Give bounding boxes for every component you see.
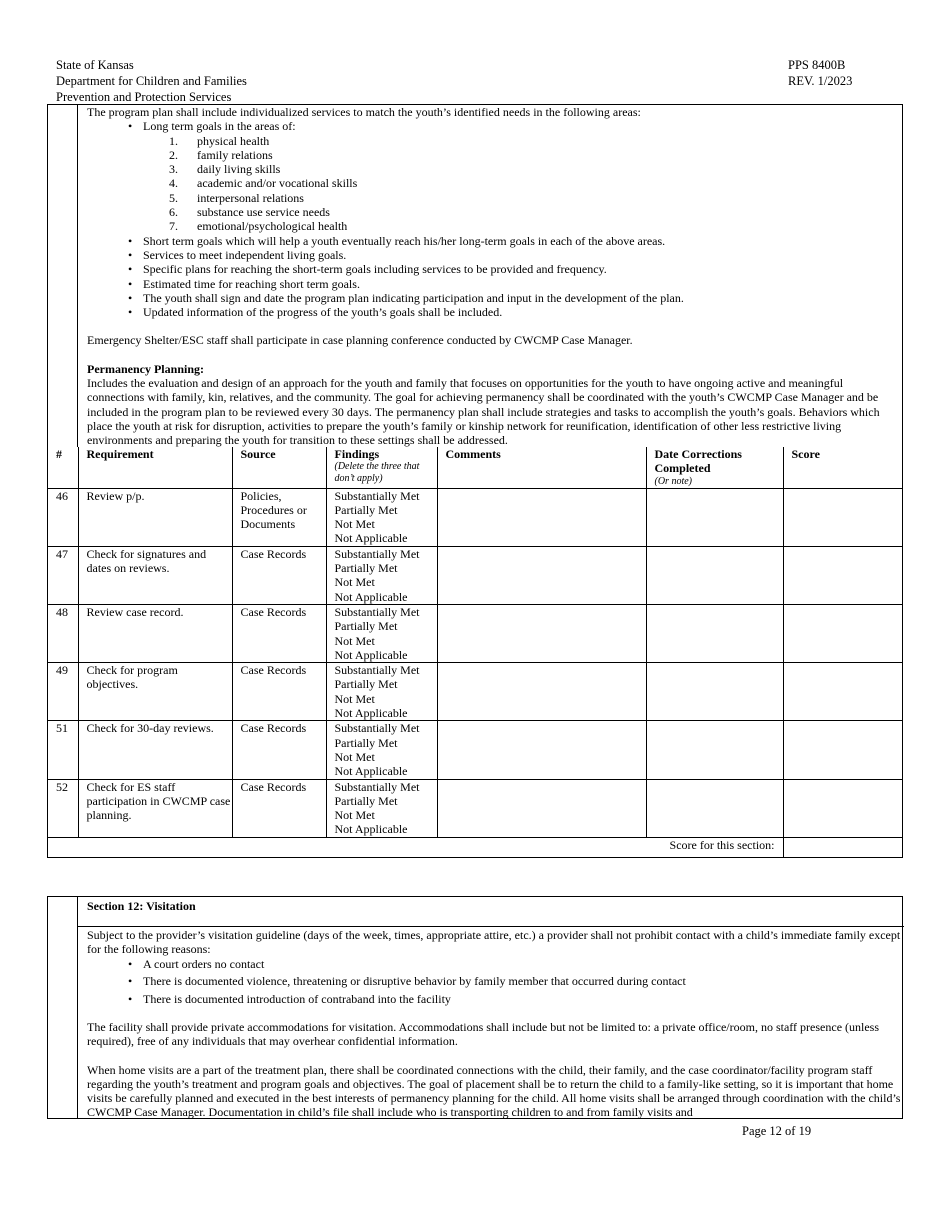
accommodations-text: The facility shall provide private accommodations for visitation. Accommodations shall include but not be limited to: a private office/room, no staff presence (unless required), free of any individuals that may overhear confidential information. [87,1019,880,1049]
list-item: 7. emotional/psychological health [169,219,348,234]
col-date-corrections: Date Corrections Completed (Or note) [646,447,783,488]
row-comments[interactable] [437,488,646,546]
row-findings: Substantially Met Partially Met Not Met Not Applicable [326,604,437,662]
row-score[interactable] [783,721,903,779]
header-division: Prevention and Protection Services [56,90,232,104]
visitation-section [47,896,903,1119]
row-date-corrections[interactable] [646,488,783,546]
row-num: 48 [48,604,78,662]
list-item: • There is documented introduction of contraband into the facility [143,992,902,1006]
row-findings: Substantially Met Partially Met Not Met Not Applicable [326,721,437,779]
list-item: 1. physical health [169,133,270,148]
col-comments: Comments [437,447,646,488]
row-num: 51 [48,721,78,779]
visitation-content [87,928,902,1120]
page-number: Page 12 of 19 [742,1124,812,1138]
list-item: 2. family relations [169,147,273,162]
row-date-corrections[interactable] [646,546,783,604]
score-row [48,837,903,857]
row-comments[interactable] [437,663,646,721]
row-score[interactable] [783,663,903,721]
goal-bullets [87,234,899,320]
section-score-field[interactable] [783,837,903,857]
row-comments[interactable] [437,546,646,604]
row-num: 52 [48,779,78,837]
list-item: • Updated information of the progress of the youth’s goals shall be included. [143,305,899,319]
header-department: Department for Children and Families [56,74,247,88]
emergency-shelter-text: Emergency Shelter/ESC staff shall participate in case planning conference conducted by CWCMP Case Manager. [87,333,633,348]
header-state: State of Kansas [56,58,134,72]
list-item: 4. academic and/or vocational skills [169,176,358,191]
row-source: Case Records [232,663,326,721]
long-term-list [87,119,899,133]
row-requirement: Check for signatures and dates on reviews. [78,546,232,604]
row-score[interactable] [783,779,903,837]
table-row [48,488,903,546]
list-item: • Specific plans for reaching the short-term goals including services to be provided and frequency. [143,262,899,276]
header-doc-number: PPS 8400B [788,58,846,72]
row-comments[interactable] [437,604,646,662]
list-item: 6. substance use service needs [169,205,330,220]
row-date-corrections[interactable] [646,604,783,662]
list-item: • A court orders no contact [143,957,902,971]
header-revision: REV. 1/2023 [788,74,853,88]
row-comments[interactable] [437,721,646,779]
home-visits-text: When home visits are a part of the treatment plan, there shall be coordinated connections with the child, their family, and the case coordinator/facility program staff regarding the youth’s treatment and program goals and objectives. The goal of placement shall be to return the child to a family-like setting, so it is important that home visits be carefully planned and executed in the best interests of permanency planning for the child. All home visits shall be arranged through coordination with the child’s CWCMP Case Manager. Documentation in child’s file shall include who is transporting children to and from family visits and [87,1062,901,1120]
row-source: Case Records [232,779,326,837]
row-requirement: Review p/p. [78,488,232,546]
col-requirement: Requirement [78,447,232,488]
row-requirement: Check for program objectives. [78,663,232,721]
row-source: Case Records [232,604,326,662]
row-num: 49 [48,663,78,721]
row-date-corrections[interactable] [646,721,783,779]
table-header-row [48,447,903,488]
program-plan-intro [77,105,899,447]
row-date-corrections[interactable] [646,779,783,837]
section-title: Section 12: Visitation [78,897,904,927]
table-row [48,779,903,837]
col-findings: Findings (Delete the three that don’t apply) [326,447,437,488]
list-item: • The youth shall sign and date the program plan indicating participation and input in the development of the plan. [143,291,899,305]
list-item: • Services to meet independent living goals. [143,248,899,262]
row-num: 47 [48,546,78,604]
table-row [48,604,903,662]
table-row [48,663,903,721]
visitation-intro: Subject to the provider’s visitation guideline (days of the week, times, appropriate attire, etc.) a provider shall not prohibit contact with a child’s immediate family except for the following reasons: [87,928,901,957]
row-requirement: Check for 30-day reviews. [78,721,232,779]
row-date-corrections[interactable] [646,663,783,721]
visitation-reasons [87,957,902,1007]
row-score[interactable] [783,488,903,546]
row-findings: Substantially Met Partially Met Not Met Not Applicable [326,779,437,837]
row-source: Case Records [232,721,326,779]
list-item: 3. daily living skills [169,162,281,177]
row-requirement: Review case record. [78,604,232,662]
table-row [48,721,903,779]
list-item: 5. interpersonal relations [169,190,304,205]
header-right [788,57,852,89]
list-item: • There is documented violence, threatening or disruptive behavior by family member that occurred during contact [143,974,902,988]
list-item: • Short term goals which will help a youth eventually reach his/her long-term goals in each of the above areas. [143,234,899,248]
row-findings: Substantially Met Partially Met Not Met Not Applicable [326,488,437,546]
intro-lead: The program plan shall include individualized services to match the youth’s identified needs in the following areas: [87,105,641,119]
table-row [48,546,903,604]
row-findings: Substantially Met Partially Met Not Met Not Applicable [326,546,437,604]
header-left [56,57,247,105]
list-item: • Estimated time for reaching short term goals. [143,277,899,291]
row-score[interactable] [783,546,903,604]
row-findings: Substantially Met Partially Met Not Met Not Applicable [326,663,437,721]
row-comments[interactable] [437,779,646,837]
row-requirement: Check for ES staff participation in CWCMP case planning. [78,779,232,837]
requirements-section [47,104,903,858]
col-source: Source [232,447,326,488]
permanency-title: Permanency Planning: [87,361,204,376]
col-num: # [48,447,78,488]
score-label: Score for this section: [48,837,783,857]
row-num: 46 [48,488,78,546]
long-term-areas [87,134,899,234]
row-score[interactable] [783,604,903,662]
long-term-label: • Long term goals in the areas of: [143,119,899,133]
row-source: Case Records [232,546,326,604]
col-score: Score [783,447,903,488]
row-source: Policies, Procedures or Documents [232,488,326,546]
requirements-table [48,447,903,858]
permanency-text: Includes the evaluation and design of an approach for the youth and family that focuses on opportunities for the youth to have ongoing active and meaningful connections with family, kin, relatives, and the community. The goal for achieving permanency shall be coordinated with the youth’s CWCMP Case Manager and be included in the program plan to be reviewed every 30 days. The permanency plan shall include strategies and tasks to accomplish the youth’s goals. Behaviors which place the youth at risk for disruption, activities to prepare the youth’s family or kinship network for reunification, identification of other less restrictive living environments and preparing the youth for transition to these settings shall be addressed. [87,376,880,448]
